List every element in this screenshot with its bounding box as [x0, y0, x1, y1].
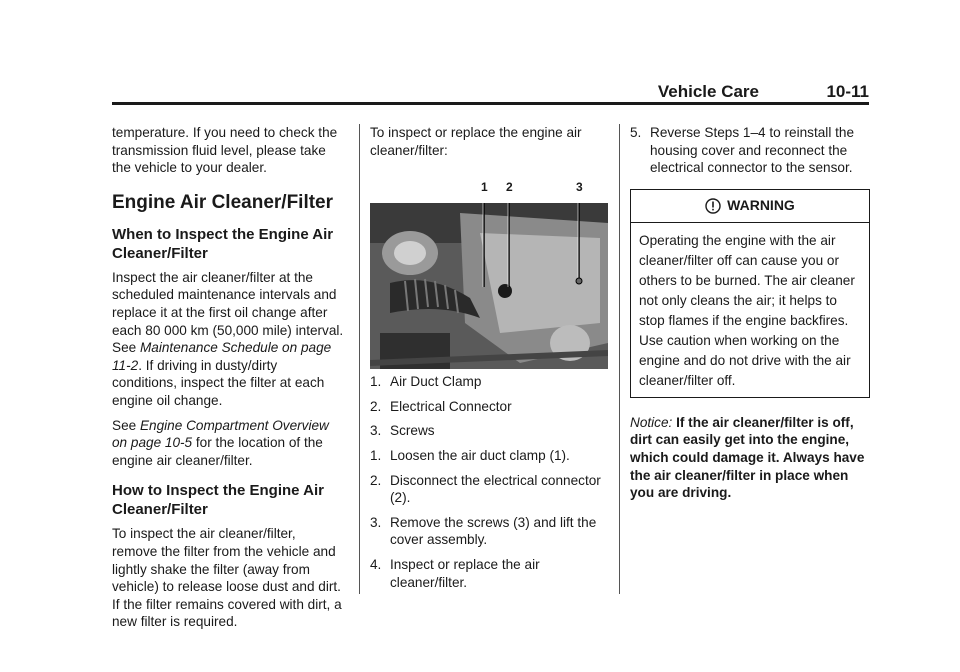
callout-1: 1	[481, 180, 488, 195]
warning-title: WARNING	[727, 196, 795, 213]
see-paragraph: See Engine Compartment Overview on page 10-5 for the location of the engine air cleaner/filter.	[112, 417, 329, 468]
figure-legend	[370, 373, 610, 440]
subheading-when: When to Inspect the Engine Air Cleaner/Filter	[112, 225, 334, 262]
maintenance-schedule-ref[interactable]: Maintenance Schedule on page 11-2	[112, 340, 332, 373]
list-item: 3. Remove the screws (3) and lift the cover assembly.	[370, 514, 597, 548]
section-title: Vehicle Care	[657, 82, 759, 101]
column-2	[370, 124, 610, 598]
when-paragraph: Inspect the air cleaner/filter at the scheduled maintenance intervals and replace it at the first oil change after each 80 000 km (50,000 mile) interval. See Maintenance Schedule on page 11-2. If driving in dusty/dirty conditions, inspect the filter at each engine oil change.	[112, 269, 344, 408]
callout-3: 3	[576, 180, 583, 195]
section-heading: Engine Air Cleaner/Filter	[112, 191, 334, 213]
warning-body: Operating the engine with the air cleaner/filter off can cause you or others to be burned. The air cleaner not only cleans the air; it helps to stop flames if the engine backfires. Use caution when working on the engine and do not drive with the air cleaner/filter off.	[639, 232, 855, 388]
steps-list-cont	[630, 124, 870, 177]
notice	[630, 414, 870, 502]
column-1	[112, 124, 344, 638]
column-divider	[619, 124, 620, 594]
page-number: 10-11	[826, 82, 869, 101]
subheading-how: How to Inspect the Engine Air Cleaner/Filter	[112, 482, 324, 519]
column-divider	[359, 124, 360, 594]
intro-paragraph: To inspect or replace the engine air cleaner/filter:	[370, 125, 582, 158]
steps-list	[370, 447, 610, 591]
list-item: 4. Inspect or replace the air cleaner/filter.	[370, 556, 540, 590]
engine-figure	[370, 179, 608, 369]
list-item: 3. Screws	[370, 423, 435, 439]
header-rule	[112, 102, 869, 105]
warning-icon	[705, 198, 721, 214]
notice-label: Notice:	[630, 414, 673, 430]
list-item: 5. Reverse Steps 1–4 to reinstall the housing cover and reconnect the electrical connector to the sensor.	[630, 125, 855, 176]
list-item: 1. Loosen the air duct clamp (1).	[370, 447, 570, 463]
callout-2: 2	[506, 180, 513, 195]
column-3	[630, 124, 870, 502]
warning-box	[630, 189, 870, 398]
notice-text: If the air cleaner/filter is off, dirt can easily get into the engine, which could damage it. Always have the air cleaner/filter in place when you are driving.	[630, 414, 865, 501]
engine-photo	[370, 203, 608, 369]
list-item: 2. Disconnect the electrical connector (2).	[370, 472, 601, 506]
how-paragraph: To inspect the air cleaner/filter, remove the filter from the vehicle and lightly shake the filter (away from vehicle) to release loose dust and dirt. If the filter remains covered with dirt, a new filter is required.	[112, 526, 342, 630]
intro-paragraph: temperature. If you need to check the transmission fluid level, please take the vehicle to your dealer.	[112, 125, 338, 176]
warning-header	[631, 190, 869, 223]
engine-compartment-ref[interactable]: Engine Compartment Overview on page 10-5	[112, 417, 329, 451]
list-item: 1. Air Duct Clamp	[370, 374, 482, 390]
list-item: 2. Electrical Connector	[370, 398, 512, 414]
